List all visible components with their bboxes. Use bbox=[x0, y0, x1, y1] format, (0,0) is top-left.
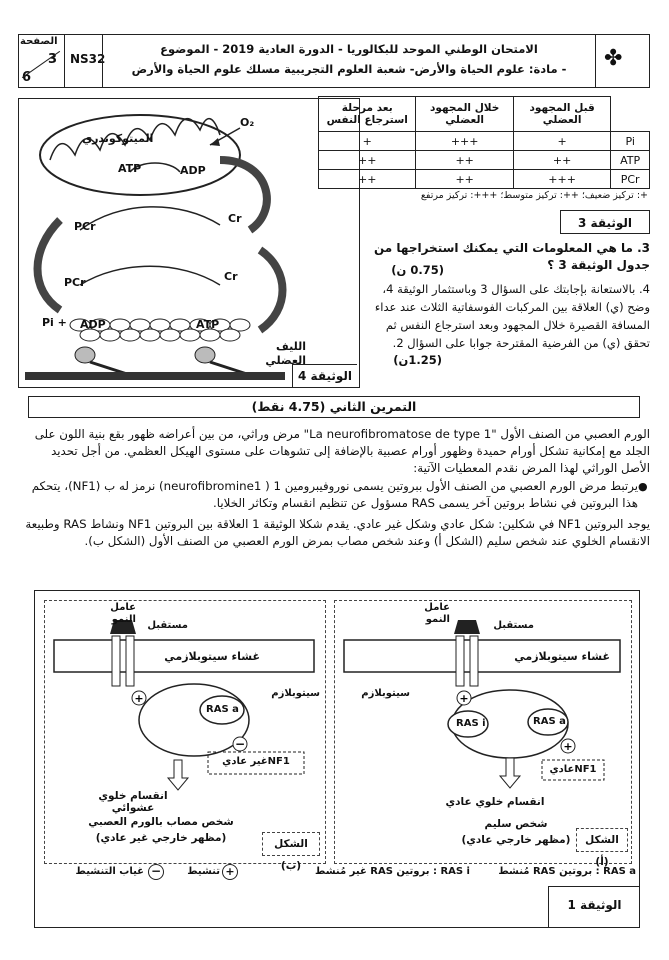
table-header: قبل المجهود العضلي bbox=[513, 97, 610, 132]
fig-a-rasa: RAS a bbox=[533, 716, 566, 727]
fig-b-rasa: RAS a bbox=[206, 704, 239, 715]
table-header: بعد مرحلة استرجاع النفس bbox=[319, 97, 416, 132]
table-cell: ++ bbox=[513, 151, 610, 170]
table-row bbox=[319, 151, 650, 170]
plus-icon: + bbox=[222, 864, 238, 880]
fig-b-receptor: مستقبل bbox=[147, 620, 188, 631]
doc3-table bbox=[318, 96, 650, 189]
logo-icon: ✤ bbox=[604, 46, 623, 71]
legend-rasa: RAS a : بروتين RAS مُنشط bbox=[498, 866, 636, 877]
page-label: الصفحة bbox=[20, 36, 58, 47]
doc4-pcr1: PCr bbox=[74, 220, 96, 233]
svg-text:+: + bbox=[134, 692, 144, 705]
header-line-2: - مادة: علوم الحياة والأرض- شعبة العلوم التجريبية مسلك علوم الحياة والأرض bbox=[131, 62, 567, 76]
fig-a-membrane: غشاء سيتوبلازمي bbox=[514, 650, 610, 663]
fig-b-label: الشكل (ب) bbox=[262, 832, 320, 856]
table-cell: ++ bbox=[416, 151, 513, 170]
exercise-title: التمرين الثاني (4.75 نقط) bbox=[28, 396, 640, 418]
question-4: 4. بالاستعانة بإجابتك على السؤال 3 وباستثمار الوثيقة 4، وضح (ي) العلاقة بين المركبات الفوسفاتية الثلاث عند عداء المسافة القصيرة خلال المجهود وبعد استرجاع النفس ثم تحقق (ي) من الفرضية المقترحة جوابا على السؤال 2. bbox=[374, 282, 650, 350]
doc4-label: الوثيقة 4 bbox=[292, 364, 357, 387]
doc4-adp1: ADP bbox=[180, 164, 206, 177]
question-3: 3. ما هي المعلومات التي يمكنك استخراجها من جدول الوثيقة 3 ؟ bbox=[373, 241, 650, 272]
doc4-cr1: Cr bbox=[228, 212, 242, 225]
table-row bbox=[319, 132, 650, 151]
legend-activation: تنشيط bbox=[187, 866, 220, 877]
question-4-points: (1.25ن) bbox=[393, 353, 442, 367]
fig-a-receptor: مستقبل bbox=[493, 620, 534, 631]
doc3-legend: +: تركيز ضعيف؛ ++: تركيز متوسط؛ +++: تركيز مرتفع bbox=[420, 190, 648, 201]
fig-b-division: انقسام خلوي عشوائي bbox=[98, 790, 168, 814]
doc1-label: الوثيقة 1 bbox=[548, 886, 640, 928]
fig-b-membrane: غشاء سيتوبلازمي bbox=[164, 650, 260, 663]
doc4-cr2: Cr bbox=[224, 270, 238, 283]
fig-a-factor: عامل النمو bbox=[424, 602, 450, 625]
doc4-atp1: ATP bbox=[118, 162, 142, 175]
question-3-points: (0.75 ن) bbox=[391, 263, 444, 277]
doc4-pcr2: PCr bbox=[64, 276, 86, 289]
table-cell: ++ bbox=[416, 170, 513, 189]
table-cell: Pi bbox=[611, 132, 650, 151]
table-cell: ++ bbox=[319, 151, 416, 170]
fig-a-nf1: NF1عادي bbox=[549, 764, 597, 775]
page-box bbox=[18, 34, 65, 88]
minus-icon: − bbox=[148, 864, 164, 880]
table-cell: ++ bbox=[319, 170, 416, 189]
page-number: 3 bbox=[48, 52, 58, 67]
doc3-label: الوثيقة 3 bbox=[560, 210, 650, 234]
fig-a-rasi: RAS i bbox=[456, 718, 486, 729]
doc4-adp2: ADP bbox=[80, 318, 106, 331]
doc4-mito-label: الميتوكوندري bbox=[82, 132, 154, 145]
table-row bbox=[319, 97, 650, 132]
fig-b-person: شخص مصاب بالورم العصبي bbox=[88, 816, 234, 828]
table-cell: + bbox=[513, 132, 610, 151]
doc4-pi: Pi + bbox=[42, 316, 67, 329]
svg-text:+: + bbox=[459, 692, 469, 705]
doc4-o2: O₂ bbox=[240, 116, 255, 129]
fig-a-cyto: سيتوبلازم bbox=[361, 688, 410, 699]
fig-a-pheno: (مظهر خارجي عادي) bbox=[461, 834, 571, 846]
doc4-fiber-label: الليف العضلي bbox=[265, 340, 306, 367]
doc4-diagram bbox=[20, 100, 358, 386]
fig-b-factor: عامل النمو bbox=[110, 602, 136, 625]
doc4-atp2: ATP bbox=[196, 318, 220, 331]
fig-a-label: الشكل (أ) bbox=[576, 828, 628, 852]
table-row bbox=[319, 170, 650, 189]
fig-b-cyto: سيتوبلازم bbox=[271, 688, 320, 699]
svg-text:+: + bbox=[563, 740, 573, 753]
table-cell: ATP bbox=[611, 151, 650, 170]
exercise-bullet: يرتبط مرض الورم العصبي من الصنف الأول ببروتين يسمى نوروفيبرومين 1 ( neurofibromine1) نرمز له ب (NF1)، يتحكم هذا البروتين في نشاط بروتين آخر يسمى RAS مسؤول عن تنظيم انقسام وتكاثر الخلايا. bbox=[31, 479, 638, 510]
page-total: 6 bbox=[22, 70, 32, 85]
table-cell: +++ bbox=[416, 132, 513, 151]
table-cell: + bbox=[319, 132, 416, 151]
legend-rasi: RAS i : بروتين RAS غير مُنشط bbox=[315, 866, 470, 877]
fig-a-division: انقسام خلوي عادي bbox=[445, 796, 545, 808]
legend-inhibition: غياب التنشيط bbox=[75, 866, 144, 877]
table-cell: +++ bbox=[513, 170, 610, 189]
header-line-1: الامتحان الوطني الموحد للبكالوريا - الدورة العادية 2019 - الموضوع bbox=[160, 42, 538, 56]
exam-code: NS32 bbox=[70, 52, 106, 66]
fig-b-nf1: NF1غير عادي bbox=[222, 756, 290, 767]
fig-b-pheno: (مظهر خارجي غير عادي) bbox=[95, 832, 227, 844]
bullet-icon: ● bbox=[638, 480, 648, 493]
table-header: خلال المجهود العضلي bbox=[416, 97, 513, 132]
exercise-paragraph: يوجد البروتين NF1 في شكلين: شكل عادي وشكل غير عادي. يقدم شكلا الوثيقة 1 العلاقة بين البروتين NF1 ونشاط RAS وطبيعة الانقسام الخلوي عند شخص سليم (الشكل أ) وعند شخص مصاب بمرض الورم العصبي من الصنف الأول (الشكل ب). bbox=[25, 517, 650, 548]
exercise-intro: الورم العصبي من الصنف الأول "La neurofibromatose de type 1" مرض وراثي، من بين أعراضه ظهور بقع بنية اللون على الجلد مع إمكانية تشكل أورام حميدة وظهور أورام عصبية بالإضافة إلى تشوهات على مستوى الهيكل العظمي. من أجل تحديد الأصل الوراثي لهذا المرض نقدم المعطيات الآتية: bbox=[34, 427, 650, 475]
fig-a-person: شخص سليم bbox=[484, 818, 548, 830]
svg-text:−: − bbox=[234, 737, 246, 751]
table-cell: PCr bbox=[611, 170, 650, 189]
